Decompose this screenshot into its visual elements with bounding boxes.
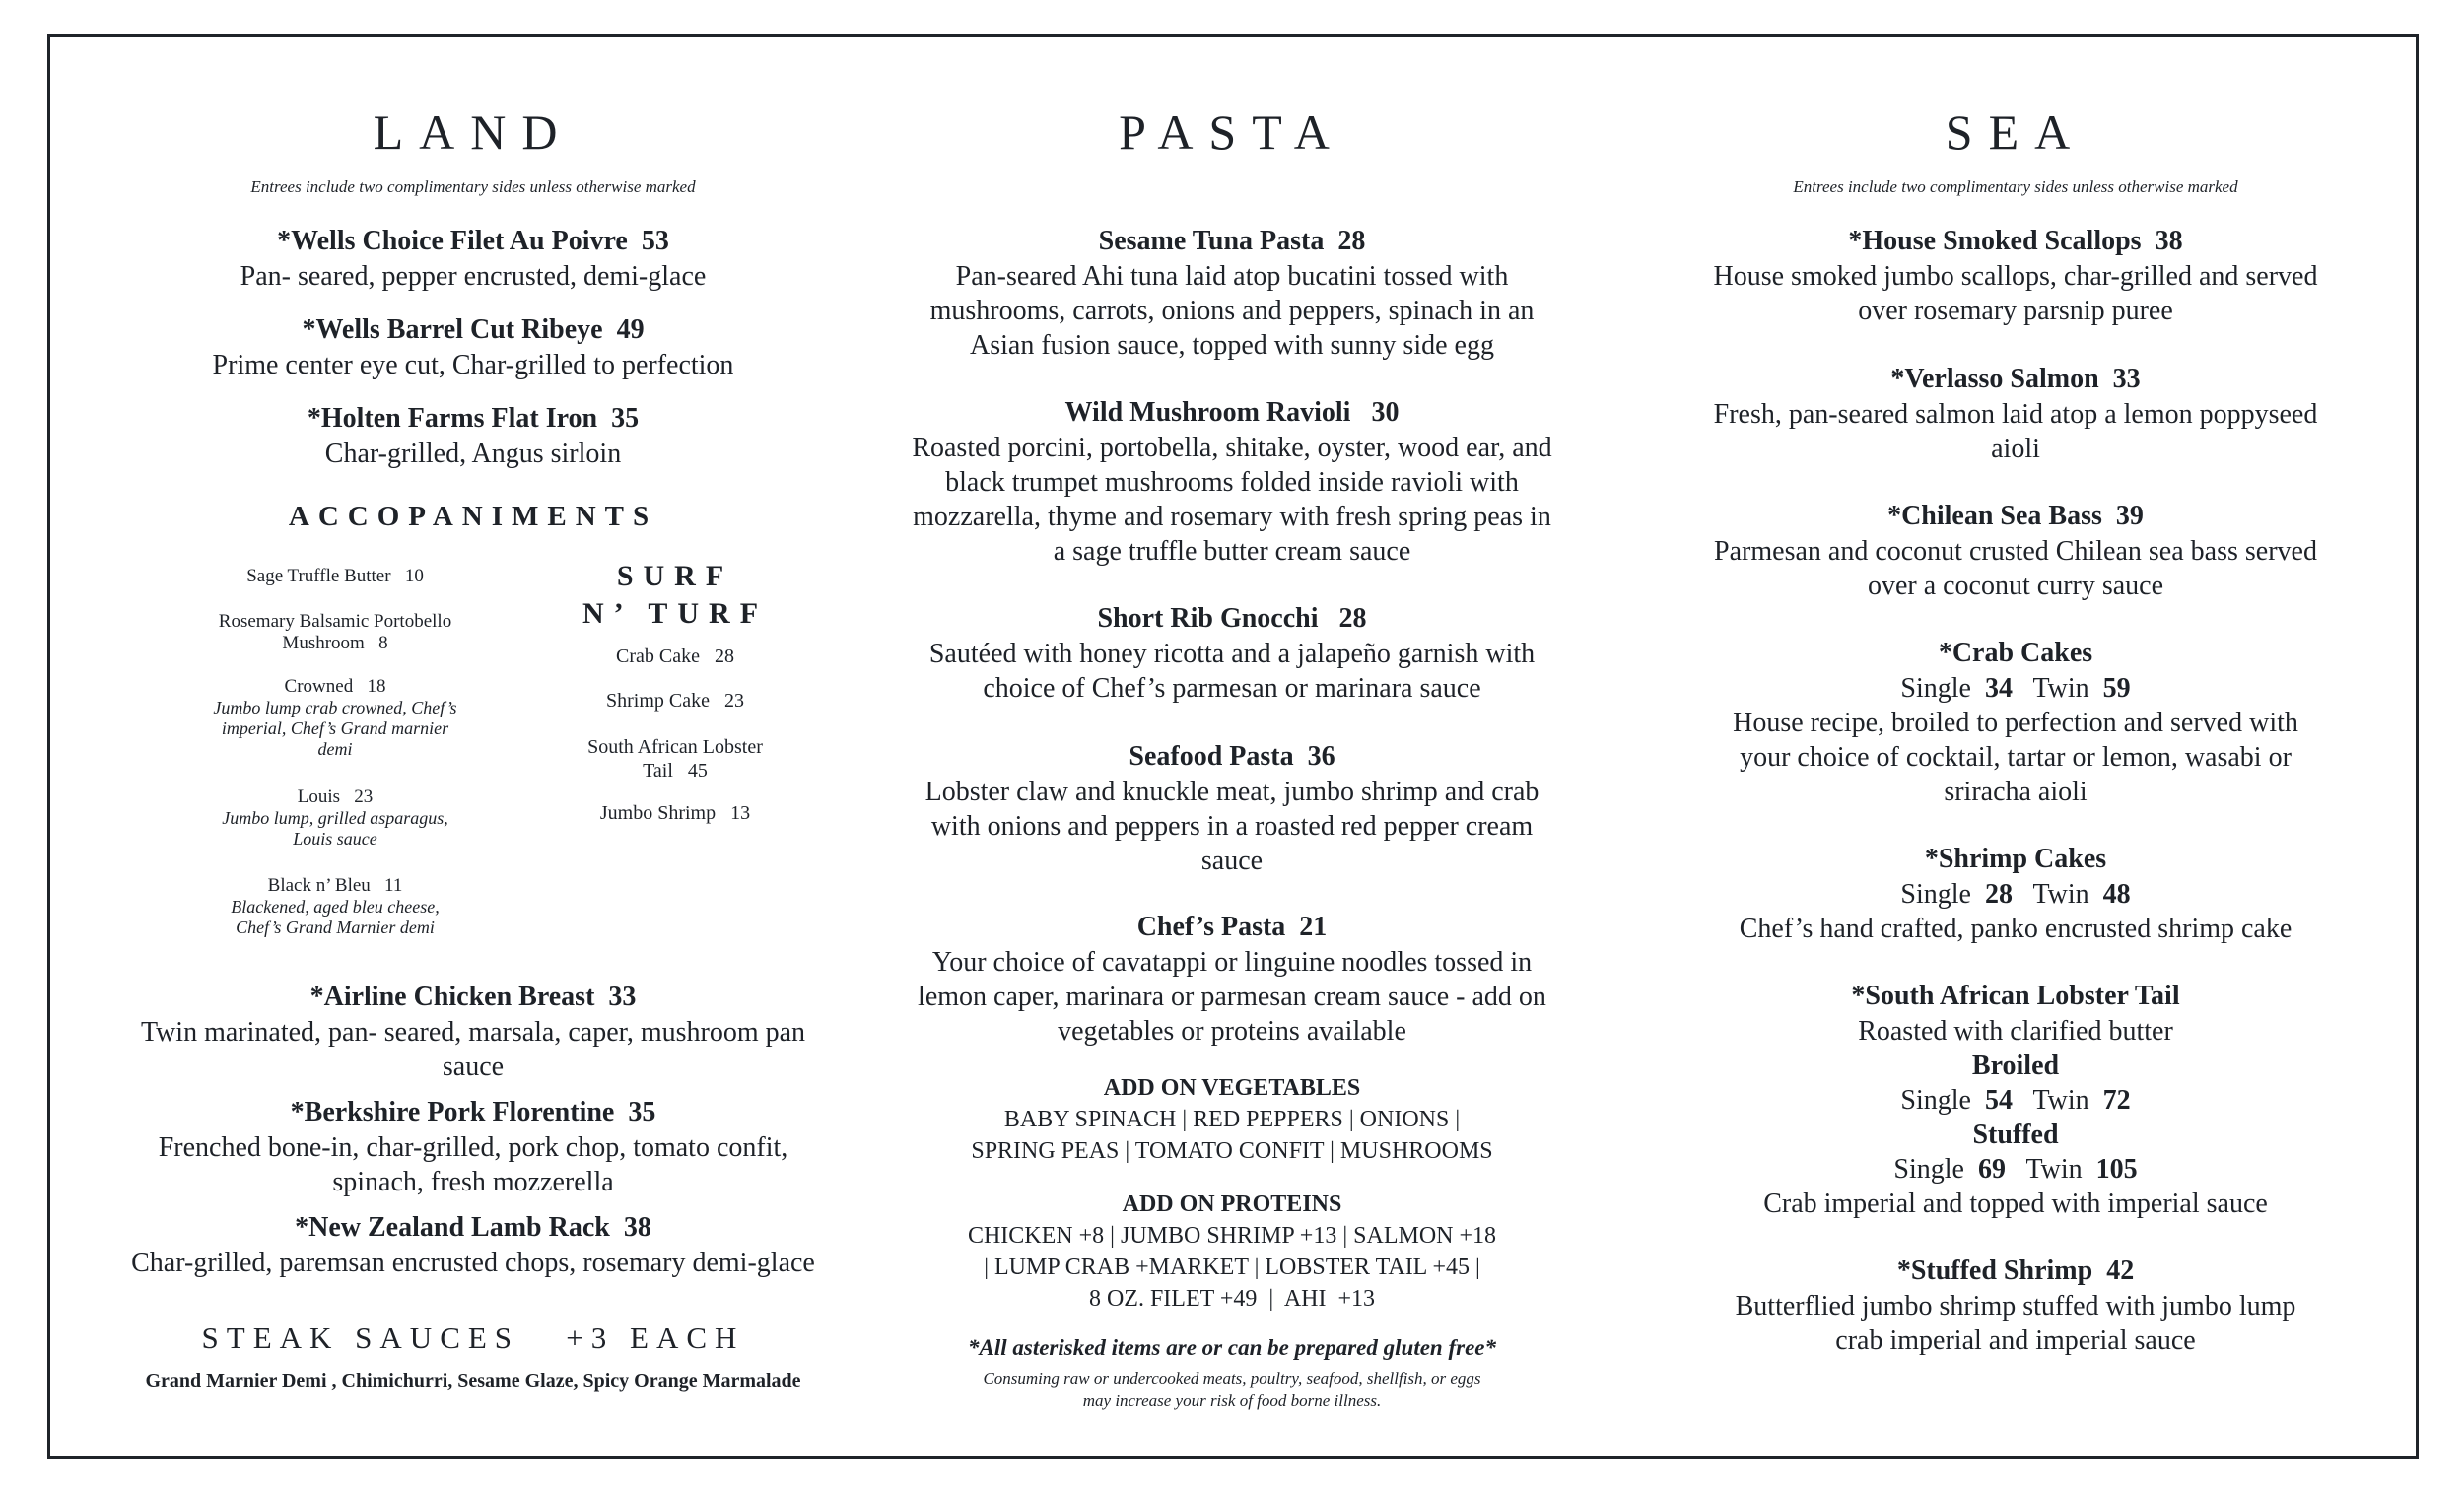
item-price: 30 [1371,397,1400,428]
land-column [99,0,848,1496]
item-price: 28 [1338,603,1367,634]
item-price: 38 [623,1212,651,1243]
single-label: Single [1900,673,1971,704]
item-price: 42 [2106,1256,2135,1286]
item-price: 8 [378,633,388,653]
lobster-broiled-label: Broiled [1971,1051,2060,1081]
item-price: 13 [730,802,751,824]
item-price: 48 [2102,879,2131,910]
item-name: Crowned [284,676,354,697]
menu-item [1680,362,2351,466]
item-description: Frenched bone-in, char-grilled, pork chop, tomato confit, spinach, fresh mozzerella [158,1132,788,1197]
item-price: 38 [2155,226,2183,256]
item-price: 28 [1984,879,2013,910]
item-description: Pan-seared Ahi tuna laid atop bucatini tossed with mushrooms, carrots, onions and peppers, spinach in an Asian fusion sauce, topped with sunny side egg [929,261,1535,361]
sea-heading: SEA [1945,104,2087,160]
menu-item [912,601,1552,706]
item-price: 59 [2102,673,2131,704]
item-name: Wild Mushroom Ravioli [1064,397,1351,428]
item-name: South African Lobster Tail [587,736,763,782]
item-description: Parmesan and coconut crusted Chilean sea bass served over a coconut curry sauce [1714,536,2317,601]
item-description: Roasted with clarified butter [1858,1016,2173,1047]
item-description: Roasted porcini, portobella, shitake, oyster, wood ear, and black trumpet mushrooms folded inside ravioli with mozzarella, thyme and rosemary with fresh spring peas in a sage truffle butter cream sauce [912,433,1552,567]
item-name: Sesame Tuna Pasta [1098,226,1325,256]
item-name: *Shrimp Cakes [1924,844,2107,874]
item-description: Twin marinated, pan- seared, marsala, caper, mushroom pan sauce [140,1017,806,1082]
menu-item [99,980,848,1084]
menu-item [1680,842,2351,946]
item-description: Jumbo lump, grilled asparagus, Louis sauce [222,808,448,849]
surf-turf-heading: N’ TURF [582,597,769,630]
item-description: Crab imperial and topped with imperial sauce [1763,1189,2268,1219]
add-on-proteins [912,1189,1552,1315]
menu-item [1680,224,2351,328]
steak-sauces-list: Grand Marnier Demi , Chimichurri, Sesame Glaze, Spicy Orange Marmalade [145,1370,801,1392]
item-description: Butterflied jumbo shrimp stuffed with jumbo lump crab imperial and imperial sauce [1735,1291,2296,1356]
item-name: *Wells Barrel Cut Ribeye [302,314,603,345]
item-name: Rosemary Balsamic Portobello Mushroom [218,611,452,653]
land-entree-note: Entrees include two complimentary sides unless otherwise marked [250,177,696,196]
menu-item [1680,1254,2351,1358]
item-name: *House Smoked Scallops [1848,226,2142,256]
item-name: *Berkshire Pork Florentine [290,1097,615,1127]
add-on-vegetables-heading: ADD ON VEGETABLES [1103,1075,1361,1101]
item-price: 23 [354,786,374,807]
item-name: Shrimp Cake [606,690,710,712]
pasta-heading: PASTA [1119,104,1345,160]
menu-item [912,224,1552,363]
menu-item [1680,499,2351,603]
item-name: Chef’s Pasta [1136,912,1286,942]
menu-item [99,1095,848,1199]
item-price: 21 [1299,912,1328,942]
item-price: 23 [724,690,744,712]
item-price: 72 [2102,1085,2131,1116]
item-price: 11 [384,875,403,896]
lobster-stuffed-label: Stuffed [1972,1120,2059,1150]
item-name: *Holten Farms Flat Iron [307,403,598,434]
item-description: Pan- seared, pepper encrusted, demi-glace [240,261,707,292]
item-description: House recipe, broiled to perfection and served with your choice of cocktail, tartar or lemon, wasabi or sriracha aioli [1733,708,2298,807]
menu-item [912,739,1552,878]
item-description: Prime center eye cut, Char-grilled to perfection [212,350,734,380]
item-name: *Stuffed Shrimp [1896,1256,2093,1286]
surf-turf-item [567,802,784,825]
item-name: *Chilean Sea Bass [1887,501,2102,531]
item-name: Louis [297,786,341,807]
steak-sauces-heading: STEAK SAUCES +3 EACH [201,1321,745,1355]
item-price: 28 [1337,226,1366,256]
item-name: Short Rib Gnocchi [1097,603,1319,634]
twin-label: Twin [2025,1154,2083,1185]
add-on-vegetables [912,1072,1552,1167]
item-name: Seafood Pasta [1129,741,1294,772]
item-price: 34 [1984,673,2013,704]
item-description: House smoked jumbo scallops, char-grilled and served over rosemary parsnip puree [1713,261,2318,326]
item-price: 39 [2115,501,2144,531]
item-description: Lobster claw and knuckle meat, jumbo shrimp and crab with onions and peppers in a roasted red pepper cream sauce [924,777,1540,876]
item-description: Fresh, pan-seared salmon laid atop a lemon poppyseed aioli [1713,399,2318,464]
accompaniments-heading: ACCOPANIMENTS [288,501,658,532]
item-description: Chef’s hand crafted, panko encrusted shrimp cake [1739,914,2293,944]
item-price: 28 [714,646,734,667]
consumer-warning: Consuming raw or undercooked meats, poultry, seafood, shellfish, or eggs [983,1369,1481,1388]
item-price: 18 [367,676,386,697]
item-price: 36 [1307,741,1335,772]
item-price: 49 [616,314,645,345]
item-price: 69 [1977,1154,2006,1185]
item-name: Crab Cake [616,646,700,667]
accompaniment-item [207,611,463,654]
item-name: Jumbo Shrimp [599,802,717,824]
menu-item [99,224,848,294]
accompaniment-item [177,676,493,760]
add-on-vegetables-line: BABY SPINACH | RED PEPPERS | ONIONS | [1003,1107,1461,1132]
surf-turf-item [567,690,784,713]
surf-turf-item [582,735,769,782]
pasta-column [912,0,1552,1496]
item-price: 35 [628,1097,656,1127]
item-name: Sage Truffle Butter [246,566,391,586]
add-on-proteins-line: 8 OZ. FILET +49 | AHI +13 [1088,1286,1376,1312]
item-name: *Airline Chicken Breast [309,982,595,1012]
accompaniment-item [177,566,493,587]
add-on-proteins-line: CHICKEN +8 | JUMBO SHRIMP +13 | SALMON +18 [967,1223,1497,1249]
accompaniment-item [177,786,493,850]
sea-column [1680,0,2351,1496]
menu-item [99,1210,848,1280]
item-description: Sautéed with honey ricotta and a jalapeño garnish with choice of Chef’s parmesan or marinara sauce [928,639,1536,704]
item-price: 10 [404,566,424,586]
add-on-vegetables-line: SPRING PEAS | TOMATO CONFIT | MUSHROOMS [971,1138,1493,1164]
menu-item [99,312,848,382]
surf-turf-heading: SURF [616,560,734,592]
twin-label: Twin [2032,879,2089,910]
item-price: 33 [608,982,637,1012]
item-name: Black n’ Bleu [267,875,371,896]
item-price: 53 [641,226,669,256]
item-name: *Verlasso Salmon [1890,364,2099,394]
item-description: Char-grilled, paremsan encrusted chops, rosemary demi-glace [131,1248,815,1278]
menu-item [912,395,1552,569]
item-description: Your choice of cavatappi or linguine noodles tossed in lemon caper, marinara or parmesan cream sauce - add on vegetables or proteins available [918,947,1546,1047]
single-label: Single [1900,1085,1971,1116]
item-name: *Wells Choice Filet Au Poivre [277,226,628,256]
menu-item [1680,979,2351,1221]
consumer-warning: may increase your risk of food borne illness. [1082,1392,1382,1410]
gluten-free-note: *All asterisked items are or can be prepared gluten free* [968,1335,1496,1360]
twin-label: Twin [2032,673,2089,704]
add-on-proteins-line: | LUMP CRAB +MARKET | LOBSTER TAIL +45 | [984,1255,1480,1280]
item-name: *South African Lobster Tail [1851,981,2180,1011]
item-name: *New Zealand Lamb Rack [295,1212,610,1243]
sea-entree-note: Entrees include two complimentary sides unless otherwise marked [1793,177,2238,196]
land-heading: LAND [373,104,574,160]
item-name: *Crab Cakes [1938,638,2093,668]
item-description: Char-grilled, Angus sirloin [324,439,622,469]
item-description: Blackened, aged bleu cheese, Chef’s Grand Marnier demi [231,897,440,937]
menu-item [1680,636,2351,809]
add-on-proteins-heading: ADD ON PROTEINS [1122,1191,1342,1217]
single-label: Single [1900,879,1971,910]
accompaniment-item [177,875,493,938]
item-price: 54 [1984,1085,2013,1116]
menu-item [912,910,1552,1049]
item-price: 105 [2095,1154,2138,1185]
surf-turf-item [567,646,784,668]
menu-item [99,401,848,471]
item-price: 35 [611,403,640,434]
item-description: Jumbo lump crab crowned, Chef’s imperial, Chef’s Grand marnier demi [213,698,457,759]
single-label: Single [1893,1154,1964,1185]
surf-turf-section [552,558,798,633]
item-price: 33 [2112,364,2141,394]
twin-label: Twin [2032,1085,2089,1116]
item-price: 45 [687,760,708,782]
